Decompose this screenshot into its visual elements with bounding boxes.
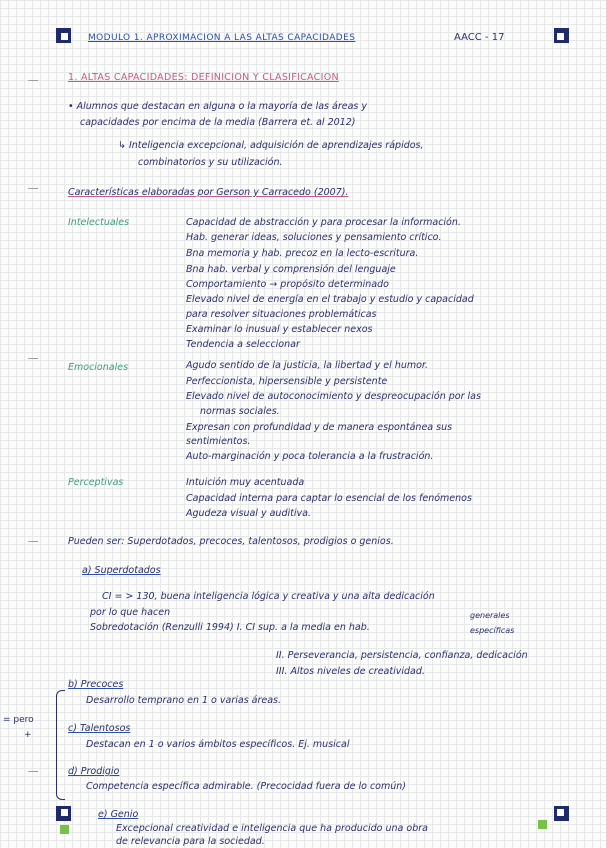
category-label-perceptivas: Perceptivas — [68, 477, 124, 488]
type-line: II. Perseverancia, persistencia, confianza, dedicación — [276, 650, 528, 661]
trait-line: Expresan con profundidad y de manera espontánea sus — [186, 422, 453, 433]
trait-line: normas sociales. — [200, 406, 280, 417]
type-line: III. Altos niveles de creatividad. — [276, 666, 425, 677]
intro-arrow-line: ↳ Inteligencia excepcional, adquisición de aprendizajes rápidos, — [118, 140, 424, 151]
section-title: 1. ALTAS CAPACIDADES: DEFINICION Y CLASIFICACION — [68, 72, 339, 83]
type-label-talentosos: c) Talentosos — [68, 723, 131, 734]
trait-line: Hab. generar ideas, soluciones y pensamiento crítico. — [186, 232, 442, 243]
document-code: AACC - 17 — [454, 32, 505, 43]
trait-line: para resolver situaciones problemáticas — [186, 309, 377, 320]
margin-bracket — [28, 358, 38, 359]
trait-line: Bna hab. verbal y comprensión del lenguaje — [186, 264, 396, 275]
corner-marker-bottom-left — [56, 806, 71, 821]
green-square-right — [538, 820, 547, 829]
type-line: CI = > 130, buena inteligencia lógica y creativa y una alta dedicación — [102, 591, 435, 602]
trait-line: Elevado nivel de energía en el trabajo y estudio y capacidad — [186, 294, 474, 305]
characteristics-heading: Características elaboradas por Gerson y Carracedo (2007). — [68, 187, 349, 198]
category-label-intelectuales: Intelectuales — [68, 217, 130, 228]
corner-marker-top-right — [554, 28, 569, 43]
side-note: = pero — [3, 715, 34, 725]
type-label-superdotados: a) Superdotados — [82, 565, 161, 576]
trait-line: Intuición muy acentuada — [186, 477, 305, 488]
trait-line: Examinar lo inusual y establecer nexos — [186, 324, 373, 335]
type-label-prodigio: d) Prodigio — [68, 766, 120, 777]
trait-line: Agudeza visual y auditiva. — [186, 508, 311, 519]
trait-line: Comportamiento → propósito determinado — [186, 279, 389, 290]
curly-brace — [56, 690, 65, 800]
category-label-emocionales: Emocionales — [68, 362, 129, 373]
type-label-genio: e) Genio — [98, 809, 139, 820]
margin-bracket — [28, 541, 38, 542]
margin-bracket — [28, 80, 38, 81]
margin-bracket — [28, 188, 38, 189]
type-line: de relevancia para la sociedad. — [116, 836, 265, 847]
corner-marker-top-left — [56, 28, 71, 43]
trait-line: Auto-marginación y poca tolerancia a la frustración. — [186, 451, 434, 462]
type-line: por lo que hacen — [90, 607, 171, 618]
intro-line: • Alumnos que destacan en alguna o la mayoría de las áreas y — [68, 101, 367, 112]
trait-line: Agudo sentido de la justicia, la libertad y el humor. — [186, 360, 428, 371]
branch-especificas: específicas — [470, 626, 515, 635]
type-line: Sobredotación (Renzulli 1994) I. CI sup. a la media en hab. — [90, 622, 370, 633]
module-title: MODULO 1. APROXIMACION A LAS ALTAS CAPACIDADES — [88, 33, 356, 43]
trait-line: Bna memoria y hab. precoz en la lecto-escritura. — [186, 248, 419, 259]
green-square-left — [60, 825, 69, 834]
intro-line: capacidades por encima de la media (Barrera et. al 2012) — [80, 117, 356, 128]
trait-line: Elevado nivel de autoconocimiento y despreocupación por las — [186, 391, 481, 402]
trait-line: Tendencia a seleccionar — [186, 339, 300, 350]
branch-generales: generales — [470, 611, 510, 620]
trait-line: sentimientos. — [186, 436, 251, 447]
type-line: Desarrollo temprano en 1 o varias áreas. — [86, 695, 282, 706]
trait-line: Capacidad interna para captar lo esencial de los fenómenos — [186, 493, 472, 504]
type-label-precoces: b) Precoces — [68, 679, 124, 690]
type-line: Excepcional creatividad e inteligencia que ha producido una obra — [116, 823, 428, 834]
types-heading: Pueden ser: Superdotados, precoces, talentosos, prodigios o genios. — [68, 536, 394, 547]
side-note: + — [24, 730, 32, 740]
trait-line: Perfeccionista, hipersensible y persistente — [186, 376, 388, 387]
type-line: Competencia específica admirable. (Precocidad fuera de lo común) — [86, 781, 406, 792]
trait-line: Capacidad de abstracción y para procesar la información. — [186, 217, 461, 228]
intro-arrow-line: combinatorios y su utilización. — [138, 157, 283, 168]
margin-bracket — [28, 771, 38, 772]
corner-marker-bottom-right — [554, 806, 569, 821]
type-line: Destacan en 1 o varios ámbitos específicos. Ej. musical — [86, 739, 350, 750]
